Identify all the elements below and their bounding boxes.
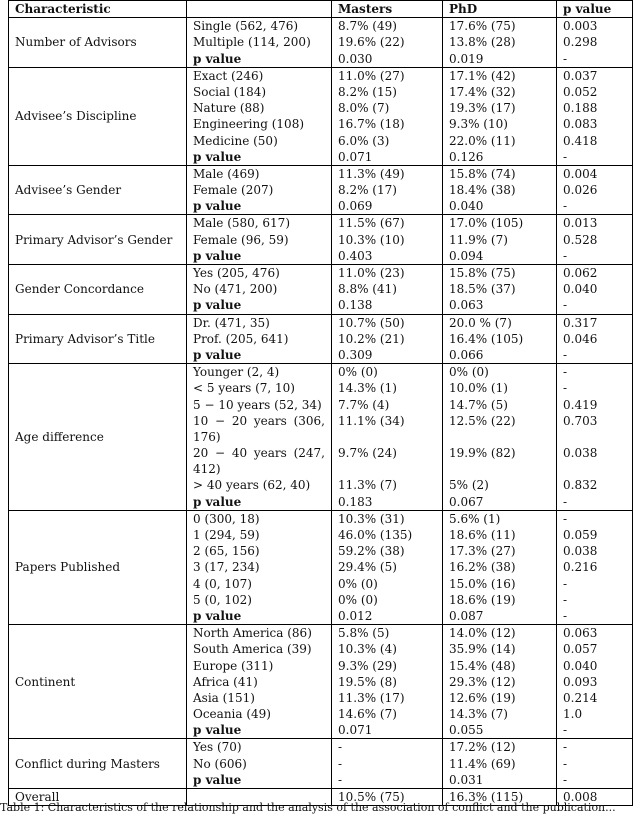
p-value: - bbox=[563, 381, 568, 396]
p-value: 0.057 bbox=[563, 642, 598, 657]
characteristic-label: Conflict during Masters bbox=[9, 739, 187, 789]
masters-value: 0.309 bbox=[338, 347, 373, 362]
characteristic-label: Gender Concordance bbox=[9, 265, 187, 315]
phd-value: 14.7% (5) bbox=[449, 397, 508, 412]
masters-value: 8.7% (49) bbox=[338, 19, 397, 34]
phd-value: 22.0% (11) bbox=[449, 133, 516, 148]
phd-value: 18.6% (11) bbox=[449, 528, 516, 543]
p-value: - bbox=[563, 248, 568, 263]
overall-label: Overall bbox=[9, 789, 187, 806]
table-row bbox=[9, 625, 633, 739]
phd-value: 11.9% (7) bbox=[449, 232, 508, 247]
p-value: 0.026 bbox=[563, 183, 598, 198]
p-value: 0.216 bbox=[563, 560, 598, 575]
table-body bbox=[9, 18, 633, 806]
subgroup-label: Male (469) bbox=[193, 166, 260, 181]
table-caption: Table 1: Characteristics of the relationship and the analysis of the association of conflict and the publication... bbox=[0, 801, 616, 814]
p-value-cell bbox=[557, 165, 633, 215]
subgroup-cell bbox=[187, 625, 332, 739]
phd-value: 17.3% (27) bbox=[449, 544, 516, 559]
p-value-cell bbox=[557, 364, 633, 511]
p-value-cell bbox=[557, 625, 633, 739]
p-value-label: p value bbox=[193, 494, 242, 509]
phd-value: 19.3% (17) bbox=[449, 101, 516, 116]
masters-value: 7.7% (4) bbox=[338, 397, 390, 412]
masters-cell bbox=[332, 215, 443, 265]
masters-value: 11.1% (34) bbox=[338, 413, 405, 428]
masters-value: 8.2% (17) bbox=[338, 183, 397, 198]
phd-value: 0.031 bbox=[449, 772, 484, 787]
subgroup-label: 3 (17, 234) bbox=[193, 560, 260, 575]
subgroup-label: Engineering (108) bbox=[193, 117, 305, 132]
subgroup-label: Asia (151) bbox=[193, 690, 255, 705]
p-value: - bbox=[563, 298, 568, 313]
phd-cell bbox=[443, 165, 557, 215]
phd-value: 17.6% (75) bbox=[449, 19, 516, 34]
p-value: - bbox=[563, 347, 568, 362]
table-row bbox=[9, 314, 633, 364]
subgroup-label: Africa (41) bbox=[193, 674, 258, 689]
masters-value: 10.3% (31) bbox=[338, 511, 405, 526]
p-value: - bbox=[563, 592, 568, 607]
phd-cell bbox=[443, 67, 557, 165]
p-value: 0.703 bbox=[563, 413, 598, 428]
p-value-label: p value bbox=[193, 248, 242, 263]
phd-value: 0.055 bbox=[449, 723, 484, 738]
phd-cell bbox=[443, 739, 557, 789]
subgroup-label: < 5 years (7, 10) bbox=[193, 381, 295, 396]
p-value: - bbox=[563, 149, 568, 164]
masters-value: 9.7% (24) bbox=[338, 446, 397, 461]
masters-value: 11.5% (67) bbox=[338, 216, 405, 231]
phd-value: 0.019 bbox=[449, 51, 484, 66]
characteristic-label: Primary Advisor’s Title bbox=[9, 314, 187, 364]
masters-value: 19.6% (22) bbox=[338, 35, 405, 50]
subgroup-label: Medicine (50) bbox=[193, 133, 278, 148]
subgroup-label: Nature (88) bbox=[193, 101, 265, 116]
phd-value: 14.3% (7) bbox=[449, 707, 508, 722]
header-subgroup bbox=[187, 1, 332, 18]
masters-value: 29.4% (5) bbox=[338, 560, 397, 575]
p-value: - bbox=[563, 51, 568, 66]
phd-cell bbox=[443, 364, 557, 511]
masters-value: 0.138 bbox=[338, 298, 373, 313]
masters-value: 0.403 bbox=[338, 248, 373, 263]
masters-value: 0% (0) bbox=[338, 576, 378, 591]
table-row bbox=[9, 215, 633, 265]
phd-cell bbox=[443, 314, 557, 364]
masters-cell bbox=[332, 314, 443, 364]
phd-value: 15.8% (74) bbox=[449, 166, 516, 181]
table-row bbox=[9, 510, 633, 624]
p-value: 0.004 bbox=[563, 166, 598, 181]
masters-value: 0.183 bbox=[338, 494, 373, 509]
subgroup-label: 5 − 10 years (52, 34) bbox=[193, 397, 322, 412]
p-value-label: p value bbox=[193, 149, 242, 164]
subgroup-cell bbox=[187, 364, 332, 511]
masters-value: 9.3% (29) bbox=[338, 658, 397, 673]
header-row bbox=[9, 1, 633, 18]
p-value-label: p value bbox=[193, 298, 242, 313]
characteristic-label: Primary Advisor’s Gender bbox=[9, 215, 187, 265]
table-row bbox=[9, 739, 633, 789]
masters-cell bbox=[332, 67, 443, 165]
phd-value: 18.4% (38) bbox=[449, 183, 516, 198]
phd-value: 16.4% (105) bbox=[449, 331, 524, 346]
phd-value: 20.0 % (7) bbox=[449, 315, 512, 330]
phd-value: 35.9% (14) bbox=[449, 642, 516, 657]
p-value: 0.063 bbox=[563, 626, 598, 641]
subgroup-label-line: 20 − 40 years (247, bbox=[193, 446, 325, 461]
subgroup-cell bbox=[187, 510, 332, 624]
subgroup-label: Female (96, 59) bbox=[193, 232, 289, 247]
characteristics-table bbox=[8, 0, 633, 806]
p-value: 0.059 bbox=[563, 528, 598, 543]
p-value: 0.832 bbox=[563, 478, 598, 493]
masters-value: - bbox=[338, 756, 343, 771]
phd-cell bbox=[443, 625, 557, 739]
phd-value: 0.063 bbox=[449, 298, 484, 313]
p-value-label: p value bbox=[193, 608, 242, 623]
p-value: 0.419 bbox=[563, 397, 598, 412]
p-value-label: p value bbox=[193, 199, 242, 214]
subgroup-label-line: 176) bbox=[193, 429, 221, 444]
subgroup-label: Male (580, 617) bbox=[193, 216, 290, 231]
table-row bbox=[9, 18, 633, 68]
phd-value: 0.066 bbox=[449, 347, 484, 362]
masters-value: 10.3% (4) bbox=[338, 642, 397, 657]
p-value-cell bbox=[557, 67, 633, 165]
masters-value: 5.8% (5) bbox=[338, 626, 390, 641]
phd-value: 12.6% (19) bbox=[449, 690, 516, 705]
subgroup-label: 0 (300, 18) bbox=[193, 511, 260, 526]
phd-value: 10.0% (1) bbox=[449, 381, 508, 396]
masters-value: 10.7% (50) bbox=[338, 315, 405, 330]
p-value-label: p value bbox=[193, 723, 242, 738]
phd-value: 0% (0) bbox=[449, 365, 489, 380]
p-value-label: p value bbox=[193, 51, 242, 66]
masters-value: 11.3% (17) bbox=[338, 690, 405, 705]
phd-cell bbox=[443, 215, 557, 265]
subgroup-label: No (471, 200) bbox=[193, 282, 278, 297]
phd-value: 5% (2) bbox=[449, 478, 489, 493]
p-value: 0.046 bbox=[563, 331, 598, 346]
p-value: 0.040 bbox=[563, 282, 598, 297]
phd-value: 15.0% (16) bbox=[449, 576, 516, 591]
p-value-cell bbox=[557, 314, 633, 364]
subgroup-cell bbox=[187, 18, 332, 68]
p-value: 0.083 bbox=[563, 117, 598, 132]
p-value: 0.052 bbox=[563, 84, 598, 99]
p-value: - bbox=[563, 608, 568, 623]
table-row bbox=[9, 165, 633, 215]
phd-value: 12.5% (22) bbox=[449, 413, 516, 428]
subgroup-label: Dr. (471, 35) bbox=[193, 315, 270, 330]
phd-value: 16.2% (38) bbox=[449, 560, 516, 575]
masters-value: 0% (0) bbox=[338, 365, 378, 380]
phd-value: 18.6% (19) bbox=[449, 592, 516, 607]
p-value: 0.418 bbox=[563, 133, 598, 148]
p-value-cell bbox=[557, 18, 633, 68]
phd-value: 17.1% (42) bbox=[449, 68, 516, 83]
masters-value: - bbox=[338, 740, 343, 755]
p-value: - bbox=[563, 199, 568, 214]
subgroup-label: Europe (311) bbox=[193, 658, 274, 673]
masters-value: 19.5% (8) bbox=[338, 674, 397, 689]
masters-cell bbox=[332, 739, 443, 789]
masters-value: 0.030 bbox=[338, 51, 373, 66]
subgroup-cell bbox=[187, 215, 332, 265]
table-row bbox=[9, 364, 633, 511]
header-p-value: p value bbox=[557, 1, 633, 18]
p-value-cell bbox=[557, 510, 633, 624]
overall-p-value: 0.008 bbox=[557, 789, 633, 806]
p-value: - bbox=[563, 494, 568, 509]
subgroup-label: No (606) bbox=[193, 756, 247, 771]
p-value: 0.038 bbox=[563, 446, 598, 461]
subgroup-label: Yes (205, 476) bbox=[193, 266, 280, 281]
masters-value: 59.2% (38) bbox=[338, 544, 405, 559]
subgroup-label: > 40 years (62, 40) bbox=[193, 478, 311, 493]
p-value: 0.093 bbox=[563, 674, 598, 689]
p-value: - bbox=[563, 772, 568, 787]
masters-value: 16.7% (18) bbox=[338, 117, 405, 132]
masters-value: 0.012 bbox=[338, 608, 373, 623]
phd-value: 29.3% (12) bbox=[449, 674, 516, 689]
subgroup-label: 1 (294, 59) bbox=[193, 528, 260, 543]
masters-cell bbox=[332, 625, 443, 739]
subgroup-label: North America (86) bbox=[193, 626, 312, 641]
characteristic-label: Papers Published bbox=[9, 510, 187, 624]
p-value: - bbox=[563, 576, 568, 591]
subgroup-cell bbox=[187, 314, 332, 364]
phd-cell bbox=[443, 510, 557, 624]
subgroup-label: 4 (0, 107) bbox=[193, 576, 252, 591]
masters-value: 0% (0) bbox=[338, 592, 378, 607]
phd-value: 0.087 bbox=[449, 608, 484, 623]
subgroup-label: Oceania (49) bbox=[193, 707, 271, 722]
p-value: - bbox=[563, 756, 568, 771]
phd-value: 13.8% (28) bbox=[449, 35, 516, 50]
p-value: 0.013 bbox=[563, 216, 598, 231]
masters-value: 8.0% (7) bbox=[338, 101, 390, 116]
subgroup-cell bbox=[187, 265, 332, 315]
characteristic-label: Number of Advisors bbox=[9, 18, 187, 68]
subgroup-label: Female (207) bbox=[193, 183, 274, 198]
masters-value: 0.069 bbox=[338, 199, 373, 214]
p-value-cell bbox=[557, 215, 633, 265]
masters-value: 11.0% (23) bbox=[338, 266, 405, 281]
p-value: 0.038 bbox=[563, 544, 598, 559]
table-row bbox=[9, 265, 633, 315]
phd-value: 17.4% (32) bbox=[449, 84, 516, 99]
p-value: 0.317 bbox=[563, 315, 598, 330]
masters-value: 0.071 bbox=[338, 723, 373, 738]
phd-value: 5.6% (1) bbox=[449, 511, 501, 526]
masters-value: 10.3% (10) bbox=[338, 232, 405, 247]
characteristic-label: Advisee’s Discipline bbox=[9, 67, 187, 165]
masters-cell bbox=[332, 165, 443, 215]
phd-value: 18.5% (37) bbox=[449, 282, 516, 297]
subgroup-label bbox=[193, 445, 325, 477]
phd-value: 0.094 bbox=[449, 248, 484, 263]
phd-cell bbox=[443, 18, 557, 68]
masters-cell bbox=[332, 18, 443, 68]
subgroup-label: Single (562, 476) bbox=[193, 19, 299, 34]
phd-value: 15.8% (75) bbox=[449, 266, 516, 281]
phd-value: 14.0% (12) bbox=[449, 626, 516, 641]
p-value: 0.003 bbox=[563, 19, 598, 34]
p-value-cell bbox=[557, 265, 633, 315]
masters-cell bbox=[332, 364, 443, 511]
masters-value: 0.071 bbox=[338, 149, 373, 164]
masters-value: - bbox=[338, 772, 343, 787]
p-value: 0.062 bbox=[563, 266, 598, 281]
characteristic-label: Age difference bbox=[9, 364, 187, 511]
subgroup-label: 2 (65, 156) bbox=[193, 544, 260, 559]
subgroup-label: Younger (2, 4) bbox=[193, 365, 280, 380]
p-value: - bbox=[563, 723, 568, 738]
subgroup-label: Exact (246) bbox=[193, 68, 264, 83]
phd-value: 15.4% (48) bbox=[449, 658, 516, 673]
masters-value: 8.8% (41) bbox=[338, 282, 397, 297]
characteristic-label: Continent bbox=[9, 625, 187, 739]
subgroup-label: 5 (0, 102) bbox=[193, 592, 252, 607]
phd-value: 9.3% (10) bbox=[449, 117, 508, 132]
masters-value: 11.3% (7) bbox=[338, 478, 397, 493]
p-value: 0.214 bbox=[563, 690, 598, 705]
phd-value: 17.0% (105) bbox=[449, 216, 524, 231]
subgroup-label: Yes (70) bbox=[193, 740, 242, 755]
table-row bbox=[9, 67, 633, 165]
masters-value: 14.6% (7) bbox=[338, 707, 397, 722]
subgroup-label-line: 10 − 20 years (306, bbox=[193, 413, 325, 428]
p-value-cell bbox=[557, 739, 633, 789]
masters-value: 10.2% (21) bbox=[338, 331, 405, 346]
masters-value: 8.2% (15) bbox=[338, 84, 397, 99]
subgroup-label: South America (39) bbox=[193, 642, 312, 657]
overall-phd: 16.3% (115) bbox=[443, 789, 557, 806]
masters-value: 11.0% (27) bbox=[338, 68, 405, 83]
header-phd: PhD bbox=[443, 1, 557, 18]
masters-value: 11.3% (49) bbox=[338, 166, 405, 181]
p-value: 0.040 bbox=[563, 658, 598, 673]
phd-value: 0.040 bbox=[449, 199, 484, 214]
overall-masters: 10.5% (75) bbox=[332, 789, 443, 806]
subgroup-label: Social (184) bbox=[193, 84, 267, 99]
masters-cell bbox=[332, 510, 443, 624]
subgroup-cell bbox=[187, 739, 332, 789]
subgroup-label: Multiple (114, 200) bbox=[193, 35, 311, 50]
masters-value: 46.0% (135) bbox=[338, 528, 413, 543]
masters-cell bbox=[332, 265, 443, 315]
masters-value: 6.0% (3) bbox=[338, 133, 390, 148]
subgroup-label-line: 412) bbox=[193, 462, 221, 477]
p-value: 0.037 bbox=[563, 68, 598, 83]
phd-value: 11.4% (69) bbox=[449, 756, 516, 771]
phd-value: 19.9% (82) bbox=[449, 446, 516, 461]
subgroup-label bbox=[193, 413, 325, 445]
characteristic-label: Advisee’s Gender bbox=[9, 165, 187, 215]
p-value: - bbox=[563, 740, 568, 755]
p-value: 0.188 bbox=[563, 101, 598, 116]
masters-value: 14.3% (1) bbox=[338, 381, 397, 396]
p-value: - bbox=[563, 365, 568, 380]
phd-cell bbox=[443, 265, 557, 315]
subgroup-cell bbox=[187, 165, 332, 215]
p-value: 0.528 bbox=[563, 232, 598, 247]
p-value-label: p value bbox=[193, 347, 242, 362]
p-value-label: p value bbox=[193, 772, 242, 787]
p-value: - bbox=[563, 511, 568, 526]
header-characteristic: Characteristic bbox=[9, 1, 187, 18]
subgroup-label: Prof. (205, 641) bbox=[193, 331, 289, 346]
p-value: 1.0 bbox=[563, 707, 583, 722]
p-value: 0.298 bbox=[563, 35, 598, 50]
header-masters: Masters bbox=[332, 1, 443, 18]
phd-value: 0.067 bbox=[449, 494, 484, 509]
subgroup-cell bbox=[187, 67, 332, 165]
phd-value: 17.2% (12) bbox=[449, 740, 516, 755]
phd-value: 0.126 bbox=[449, 149, 484, 164]
